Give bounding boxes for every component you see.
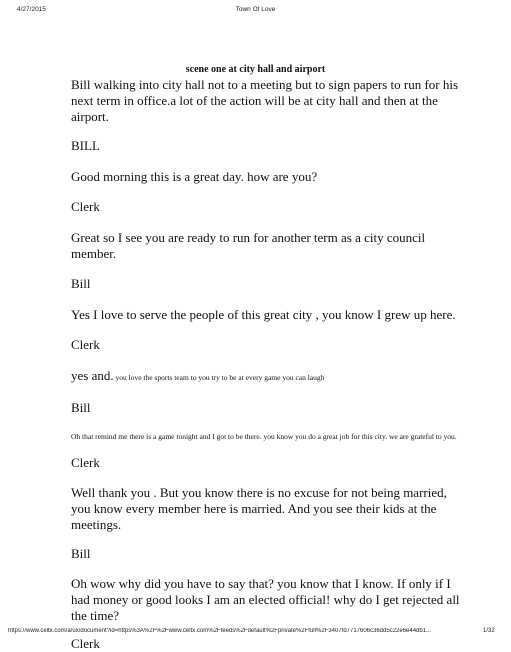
character-name: Clerk bbox=[71, 199, 100, 214]
character-name: Bill bbox=[71, 546, 91, 561]
script-body bbox=[71, 77, 461, 652]
character-name: Clerk bbox=[71, 636, 100, 651]
dialogue-line-large: yes and. bbox=[71, 368, 114, 383]
print-date: 4/27/2015 bbox=[17, 6, 46, 13]
character-name: Clerk bbox=[71, 455, 100, 470]
character-name: BILL bbox=[71, 138, 100, 153]
character-name: Bill bbox=[71, 276, 91, 291]
dialogue-line: Good morning this is a great day. how are you? bbox=[71, 169, 318, 184]
character-name: Bill bbox=[71, 400, 91, 415]
dialogue-line: Yes I love to serve the people of this great city , you know I grew up here. bbox=[71, 307, 456, 322]
dialogue-line: Oh wow why did you have to say that? you know that I know. If only if I had money or good looks I am an elected official! why do I get rejected all the time? bbox=[71, 576, 460, 623]
dialogue-line-small: you love the sports team to you try to be at every game you can laugh bbox=[113, 373, 325, 382]
scene-heading: scene one at city hall and airport bbox=[185, 64, 326, 75]
dialogue-line bbox=[71, 368, 461, 386]
dialogue-line: Great so I see you are ready to run for another term as a city council member. bbox=[71, 230, 426, 261]
dialogue-line: Oh that remind me there is a game tonight and I got to be there. you know you do a great job for this city. we are grateful to you. bbox=[71, 432, 457, 441]
character-name: Clerk bbox=[71, 337, 100, 352]
page-number: 1/32 bbox=[483, 628, 495, 634]
print-title: Town Of Love bbox=[235, 6, 276, 13]
action-paragraph: Bill walking into city hall not to a meeting but to sign papers to run for his next term in office.a lot of the action will be at city hall and then at the airport. bbox=[71, 77, 459, 124]
dialogue-line: Well thank you . But you know there is no excuse for not being married, you know every member here is married. And you see their kids at the meetings. bbox=[71, 485, 447, 532]
print-url: https://www.celtx.com/a/ux/document?id=https%3A%2F%2Fwww.celtx.com%2Ffeeds%2Fdefault%2Fprivate%2Ffull%2F3407fd7717606c36dd5c22e6e44db1... bbox=[8, 628, 432, 634]
